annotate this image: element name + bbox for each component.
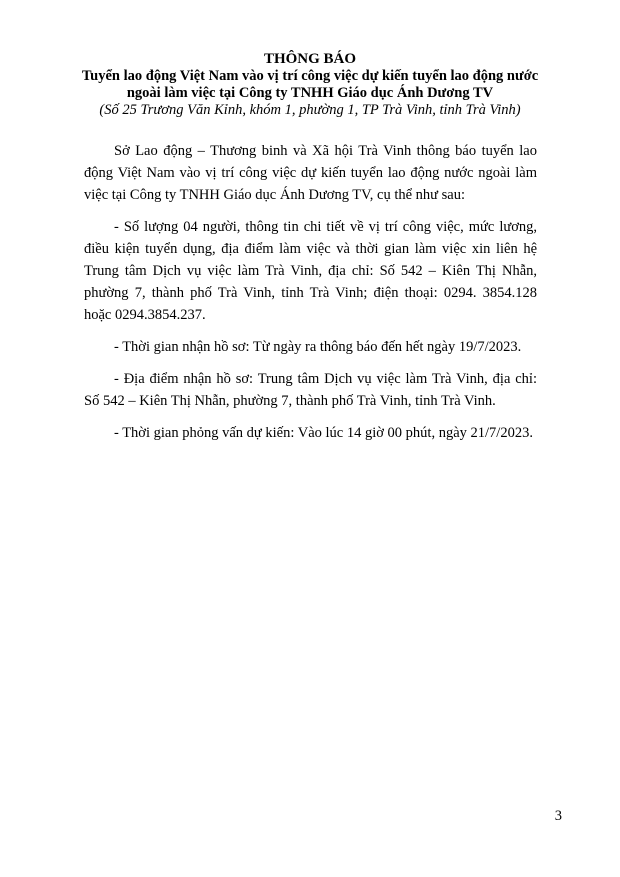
company-address: (Số 25 Trương Văn Kỉnh, khóm 1, phường 1, TP Trà Vinh, tỉnh Trà Vinh) — [99, 102, 521, 118]
intro-paragraph: Sở Lao động – Thương binh và Xã hội Trà Vinh thông báo tuyển lao động Việt Nam vào vị trí công việc dự kiến tuyển lao động nước ngoài làm việc tại Công ty TNHH Giáo dục Ánh Dương TV, cụ thể như sau: — [84, 143, 537, 203]
receive-place-paragraph: - Địa điểm nhận hồ sơ: Trung tâm Dịch vụ việc làm Trà Vinh, địa chỉ: Số 542 – Kiên Thị Nhẫn, phường 7, thành phố Trà Vinh, tỉnh Trà Vinh. — [84, 371, 537, 409]
page-number: 3 — [554, 808, 562, 824]
receive-time-paragraph: - Thời gian nhận hồ sơ: Từ ngày ra thông báo đến hết ngày 19/7/2023. — [114, 339, 522, 355]
notice-body — [84, 140, 537, 454]
notice-subtitle-line2: ngoài làm việc tại Công ty TNHH Giáo dục Ánh Dương TV — [126, 85, 494, 101]
notice-title: THÔNG BÁO — [263, 51, 357, 67]
interview-time-paragraph: - Thời gian phỏng vấn dự kiến: Vào lúc 14 giờ 00 phút, ngày 21/7/2023. — [114, 425, 533, 441]
notice-subtitle-line1: Tuyển lao động Việt Nam vào vị trí công việc dự kiến tuyển lao động nước — [81, 68, 539, 84]
quantity-paragraph: - Số lượng 04 người, thông tin chi tiết về vị trí công việc, mức lương, điều kiện tuyển dụng, địa điểm làm việc và thời gian làm việc xin liên hệ Trung tâm Dịch vụ việc làm Trà Vinh, địa chỉ: Số 542 – Kiên Thị Nhẫn, phường 7, thành phố Trà Vinh, tỉnh Trà Vinh; điện thoại: 0294. 3854.128 hoặc 0294.3854.237. — [84, 219, 537, 323]
notice-header — [60, 50, 560, 119]
